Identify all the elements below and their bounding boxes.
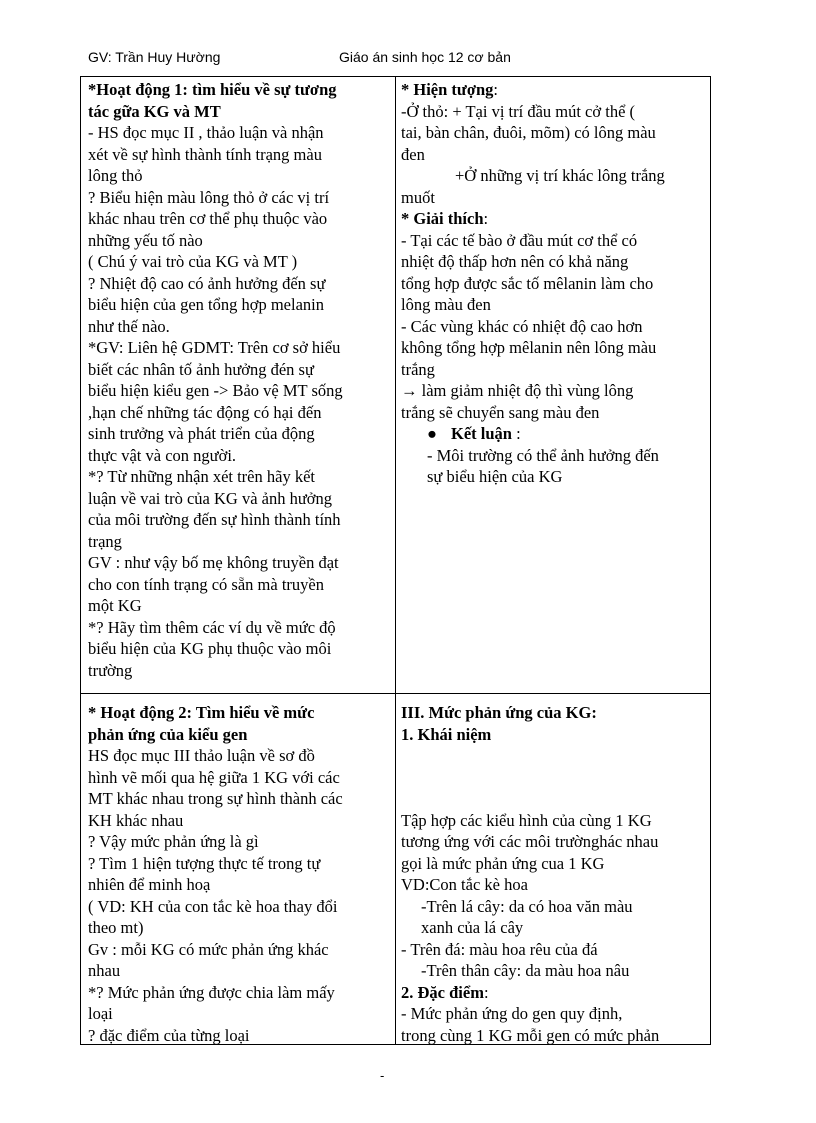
- text-line: không tổng hợp mêlanin nên lông màu: [401, 338, 657, 357]
- text-line: ( Chú ý vai trò của KG và MT ): [88, 252, 298, 271]
- text-line: ? Tìm 1 hiện tượng thực tế trong tự: [88, 853, 321, 873]
- text-line: cho con tính trạng có sẵn mà truyền: [88, 574, 324, 594]
- text-line: - Trên đá: màu hoa rêu của đá: [401, 939, 598, 959]
- text-line: ,hạn chế những tác động có hại đến: [88, 402, 322, 422]
- text-line: ? Vậy mức phản ứng là gì: [88, 832, 259, 851]
- text-line: *? Từ những nhận xét trên hãy kết: [88, 467, 315, 486]
- text-line: gọi là mức phản ứng cua 1 KG: [401, 853, 605, 873]
- activity-1-left-cell: [88, 79, 384, 681]
- text-line: MT khác nhau trong sự hình thành các: [88, 789, 343, 808]
- text-line: +Ở những vị trí khác lông trắng: [455, 166, 665, 185]
- text-line: HS đọc mục III thảo luận về sơ đồ: [88, 746, 315, 765]
- text-line: trường: [88, 660, 133, 680]
- table-row-activity-1: [81, 77, 710, 694]
- teacher-name: GV: Trần Huy Hường: [88, 49, 221, 65]
- activity-1-title: *Hoạt động 1: tìm hiểu về sự tương: [88, 80, 337, 99]
- section-3-heading: III. Mức phản ứng của KG:: [401, 703, 597, 722]
- text-line: KH khác nhau: [88, 810, 184, 830]
- text-line: đen: [401, 144, 425, 164]
- text-line: tổng hợp được sắc tố mêlanin làm cho: [401, 273, 654, 293]
- text-line: ? Biểu hiện màu lông thỏ ở các vị trí: [88, 187, 330, 207]
- text-line: VD:Con tắc kè hoa: [401, 875, 528, 894]
- blank-space: [401, 788, 707, 810]
- text-line: - Môi trường có thể ảnh hưởng đến: [427, 445, 659, 465]
- text-line: → làm giảm nhiệt độ thì vùng lông: [401, 381, 634, 400]
- text-line: thực vật và con người.: [88, 445, 237, 465]
- text-line: như thế nào.: [88, 316, 170, 336]
- text-line: những yếu tố nào: [88, 230, 203, 250]
- table-row-activity-2: [81, 694, 710, 1045]
- text-line: - Các vùng khác có nhiệt độ cao hơn: [401, 316, 643, 336]
- text-line: Tập hợp các kiểu hình của cùng 1 KG: [401, 810, 652, 830]
- text-line: *? Hãy tìm thêm các ví dụ về mức độ: [88, 617, 336, 637]
- activity-2-title-cont: phản ứng của kiểu gen: [88, 724, 248, 744]
- text-line: nhiên để minh hoạ: [88, 875, 211, 894]
- text-line: sinh trưởng và phát triển của động: [88, 424, 315, 443]
- activity-2-left-cell: [88, 702, 384, 1046]
- text-line: biểu hiện kiểu gen -> Bảo vệ MT sống: [88, 381, 343, 400]
- activity-2-right-cell: [401, 702, 707, 1046]
- document-subject: Giáo án sinh học 12 cơ bản: [339, 49, 511, 65]
- text-line: ? Nhiệt độ cao có ảnh hưởng đến sự: [88, 273, 326, 293]
- characteristics-heading: 2. Đặc điểm: [401, 982, 484, 1002]
- column-divider: [395, 77, 396, 693]
- text-line: *? Mức phản ứng được chia làm mấy: [88, 982, 335, 1002]
- explanation-heading: * Giải thích: [401, 209, 484, 228]
- text-line: *GV: Liên hệ GDMT: Trên cơ sở hiểu: [88, 338, 341, 357]
- text-line: trắng sẽ chuyển sang màu đen: [401, 402, 600, 422]
- text-line: biểu hiện của gen tổng hợp melanin: [88, 295, 324, 314]
- text-line: lông màu đen: [401, 295, 491, 314]
- lesson-table: [80, 76, 711, 1045]
- text-line: nhiệt độ thấp hơn nên có khả năng: [401, 252, 629, 271]
- text-line: biết các nhân tố ảnh hưởng đén sự: [88, 359, 314, 379]
- page-header: [88, 49, 728, 71]
- heading-colon: :: [511, 424, 521, 443]
- page-footer: -: [380, 1068, 385, 1083]
- text-line: khác nhau trên cơ thể phụ thuộc vào: [88, 209, 328, 228]
- text-line: luận về vai trò của KG và ảnh hưởng: [88, 488, 333, 508]
- text-line: - Tại các tế bào ở đầu mút cơ thể có: [401, 230, 638, 250]
- text-line: - Mức phản ứng do gen quy định,: [401, 1004, 623, 1023]
- text-line: hình vẽ mối qua hệ giữa 1 KG với các: [88, 767, 340, 787]
- text-line: xanh của lá cây: [421, 918, 524, 937]
- activity-1-right-cell: [401, 79, 707, 488]
- heading-colon: :: [483, 982, 489, 1002]
- text-line: - HS đọc mục II , thảo luận và nhận: [88, 123, 324, 142]
- text-line: xét về sự hình thành tính trạng màu: [88, 144, 322, 164]
- blank-space: [401, 745, 707, 767]
- text-line: biểu hiện của KG phụ thuộc vào môi: [88, 639, 332, 658]
- text-line: -Trên lá cây: da có hoa văn màu: [421, 896, 633, 916]
- bullet-icon: ●: [427, 424, 437, 443]
- text-line: tai, bàn chân, đuôi, mõm) có lông màu: [401, 123, 656, 142]
- text-line: lông thỏ: [88, 166, 143, 185]
- text-line: muốt: [401, 187, 435, 207]
- conclusion-heading: Kết luận: [451, 424, 512, 443]
- text-line: tương ứng với các môi trườnghác nhau: [401, 832, 659, 851]
- text-line: GV : như vậy bố mẹ không truyền đạt: [88, 553, 339, 572]
- concept-heading: 1. Khái niệm: [401, 724, 492, 744]
- text-line: một KG: [88, 596, 142, 615]
- text-line: theo mt): [88, 918, 144, 937]
- text-line: ? đặc điểm của từng loại: [88, 1025, 250, 1045]
- column-divider: [395, 694, 396, 1045]
- activity-1-title-cont: tác gữa KG và MT: [88, 101, 221, 121]
- blank-space: [401, 767, 707, 789]
- text-line: Gv : mỗi KG có mức phản ứng khác: [88, 939, 329, 959]
- phenomenon-heading: * Hiện tượng: [401, 80, 494, 99]
- text-line: nhau: [88, 961, 121, 980]
- heading-colon: :: [493, 80, 498, 99]
- text-line: trắng: [401, 359, 435, 379]
- text-line: của môi trường đến sự hình thành tính: [88, 510, 341, 529]
- activity-2-title: * Hoạt động 2: Tìm hiểu về mức: [88, 703, 315, 722]
- text-line: sự biểu hiện của KG: [427, 467, 563, 486]
- text-line: trạng: [88, 531, 122, 551]
- text-line: -Trên thân cây: da màu hoa nâu: [421, 961, 630, 980]
- text-line: ( VD: KH của con tắc kè hoa thay đổi: [88, 896, 338, 916]
- text-line: loại: [88, 1004, 113, 1023]
- text-line: trong cùng 1 KG mỗi gen có mức phản: [401, 1025, 660, 1045]
- text-line: -Ở thỏ: + Tại vị trí đầu mút cở thể (: [401, 101, 636, 121]
- heading-colon: :: [483, 209, 489, 228]
